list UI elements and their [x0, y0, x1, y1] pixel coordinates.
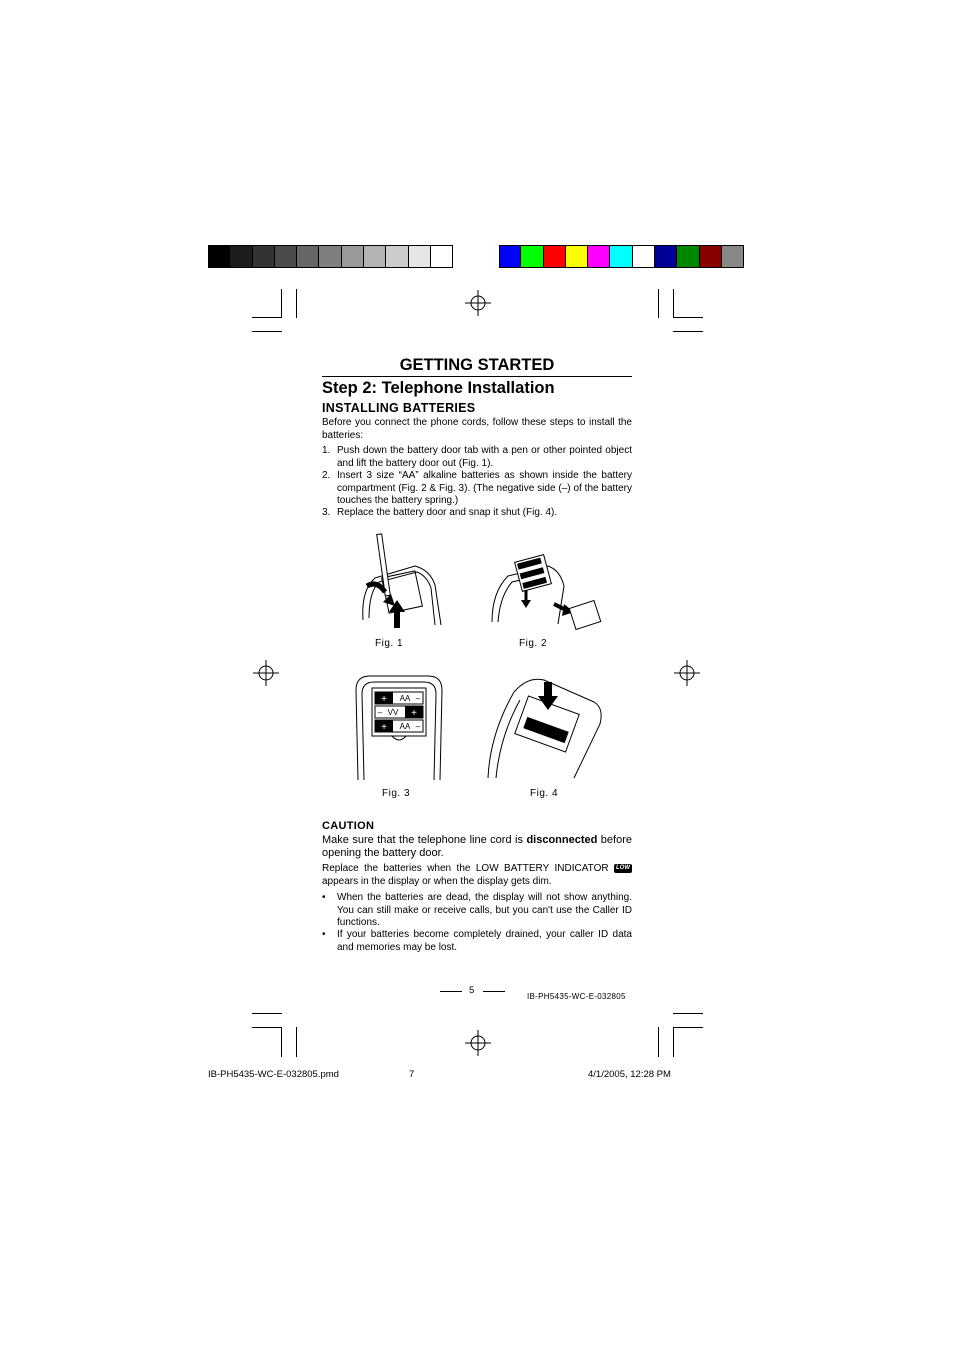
battery-plus-3: + — [381, 722, 387, 733]
figure-2-illustration — [488, 552, 606, 634]
battery-label-3: AA — [399, 722, 411, 731]
step-text: Push down the battery door tab with a pen or other pointed object and lift the battery door out (Fig. 1). — [337, 445, 632, 469]
colorBar-swatch — [722, 245, 744, 268]
battery-plus-1: + — [381, 694, 387, 705]
subheading: INSTALLING BATTERIES — [322, 401, 476, 415]
grayBar-swatch — [431, 245, 453, 268]
grayBar-swatch — [386, 245, 408, 268]
figure-1-caption: Fig. 1 — [375, 638, 404, 649]
low-battery-paragraph — [322, 863, 632, 888]
battery-label-2: VV — [387, 708, 399, 717]
battery-label-1: AA — [399, 694, 411, 703]
grayBar-swatch — [275, 245, 297, 268]
battery-plus-2: + — [411, 708, 417, 719]
step-text: Replace the battery door and snap it shut (Fig. 4). — [337, 507, 558, 518]
registration-target-left — [253, 660, 279, 686]
colorBar-swatch — [677, 245, 699, 268]
grayBar-swatch — [342, 245, 364, 268]
step-text: Insert 3 size “AA” alkaline batteries as shown inside the battery compartment (Fig. 2 & Fig. 3). (The negative side (–) of the battery touches the battery spring.) — [337, 470, 632, 506]
caution-title: CAUTION — [322, 820, 375, 832]
figure-4-illustration — [484, 674, 606, 782]
battery-minus-2: – — [377, 708, 383, 717]
registration-target-bottom — [465, 1030, 491, 1056]
colorBar-swatch — [544, 245, 566, 268]
figure-2-caption: Fig. 2 — [519, 638, 548, 649]
battery-minus-1: – — [415, 694, 421, 703]
figure-1-illustration — [355, 530, 445, 630]
step-number: 1. — [322, 445, 331, 456]
low-battery-text-start: Replace the batteries when the LOW BATTERY INDICATOR — [322, 863, 614, 874]
bullet-icon: • — [322, 892, 326, 903]
colorBar-swatch — [566, 245, 588, 268]
footer-datetime: 4/1/2005, 12:28 PM — [588, 1069, 671, 1080]
grayBar-swatch — [409, 245, 431, 268]
page-number-rule-right — [483, 991, 505, 992]
grayBar-swatch — [297, 245, 319, 268]
document-code: IB-PH5435-WC-E-032805 — [527, 992, 626, 1001]
color-bar — [499, 245, 744, 268]
footer-filename: IB-PH5435-WC-E-032805.pmd — [208, 1069, 339, 1080]
list-item — [322, 470, 632, 508]
bullet-text: When the batteries are dead, the display will not show anything. You can still make or receive calls, but you can't use the Caller ID functions. — [337, 892, 632, 928]
figure-3-caption: Fig. 3 — [382, 788, 411, 799]
figure-3-illustration — [354, 674, 444, 782]
colorBar-swatch — [610, 245, 632, 268]
grayBar-swatch — [253, 245, 275, 268]
colorBar-swatch — [521, 245, 543, 268]
step-title: Step 2: Telephone Installation — [322, 379, 555, 397]
step-number: 3. — [322, 507, 331, 518]
page-number-rule-left — [440, 991, 462, 992]
colorBar-swatch — [655, 245, 677, 268]
list-item — [322, 892, 632, 930]
battery-minus-3: – — [415, 722, 421, 731]
page-number: 5 — [469, 985, 475, 996]
caution-text-end: before opening the battery door. — [322, 834, 632, 859]
colorBar-swatch — [588, 245, 610, 268]
list-item — [322, 445, 632, 470]
caution-text-start: Make sure that the telephone line cord is — [322, 834, 527, 846]
grayBar-swatch — [230, 245, 252, 268]
caution-text — [322, 834, 632, 860]
list-item — [322, 507, 632, 520]
caution-text-bold: disconnected — [526, 834, 598, 846]
bullet-icon: • — [322, 929, 326, 940]
low-battery-indicator-icon: LOW — [616, 864, 630, 871]
footer-sheet-number: 7 — [409, 1069, 415, 1080]
grayscale-bar — [208, 245, 453, 268]
registration-target-top — [465, 290, 491, 316]
intro-paragraph: Before you connect the phone cords, follow these steps to install the batteries: — [322, 417, 632, 441]
low-battery-text-end: appears in the display or when the display gets dim. — [322, 875, 552, 887]
registration-target-right — [674, 660, 700, 686]
colorBar-swatch — [700, 245, 722, 268]
step-number: 2. — [322, 470, 331, 481]
section-title: GETTING STARTED — [322, 356, 632, 377]
colorBar-swatch — [499, 245, 521, 268]
list-item — [322, 929, 632, 954]
bullet-text: If your batteries become completely drained, your caller ID data and memories may be lost. — [337, 929, 632, 953]
colorBar-swatch — [633, 245, 655, 268]
figure-4-caption: Fig. 4 — [530, 788, 559, 799]
grayBar-swatch — [364, 245, 386, 268]
grayBar-swatch — [319, 245, 341, 268]
grayBar-swatch — [208, 245, 230, 268]
